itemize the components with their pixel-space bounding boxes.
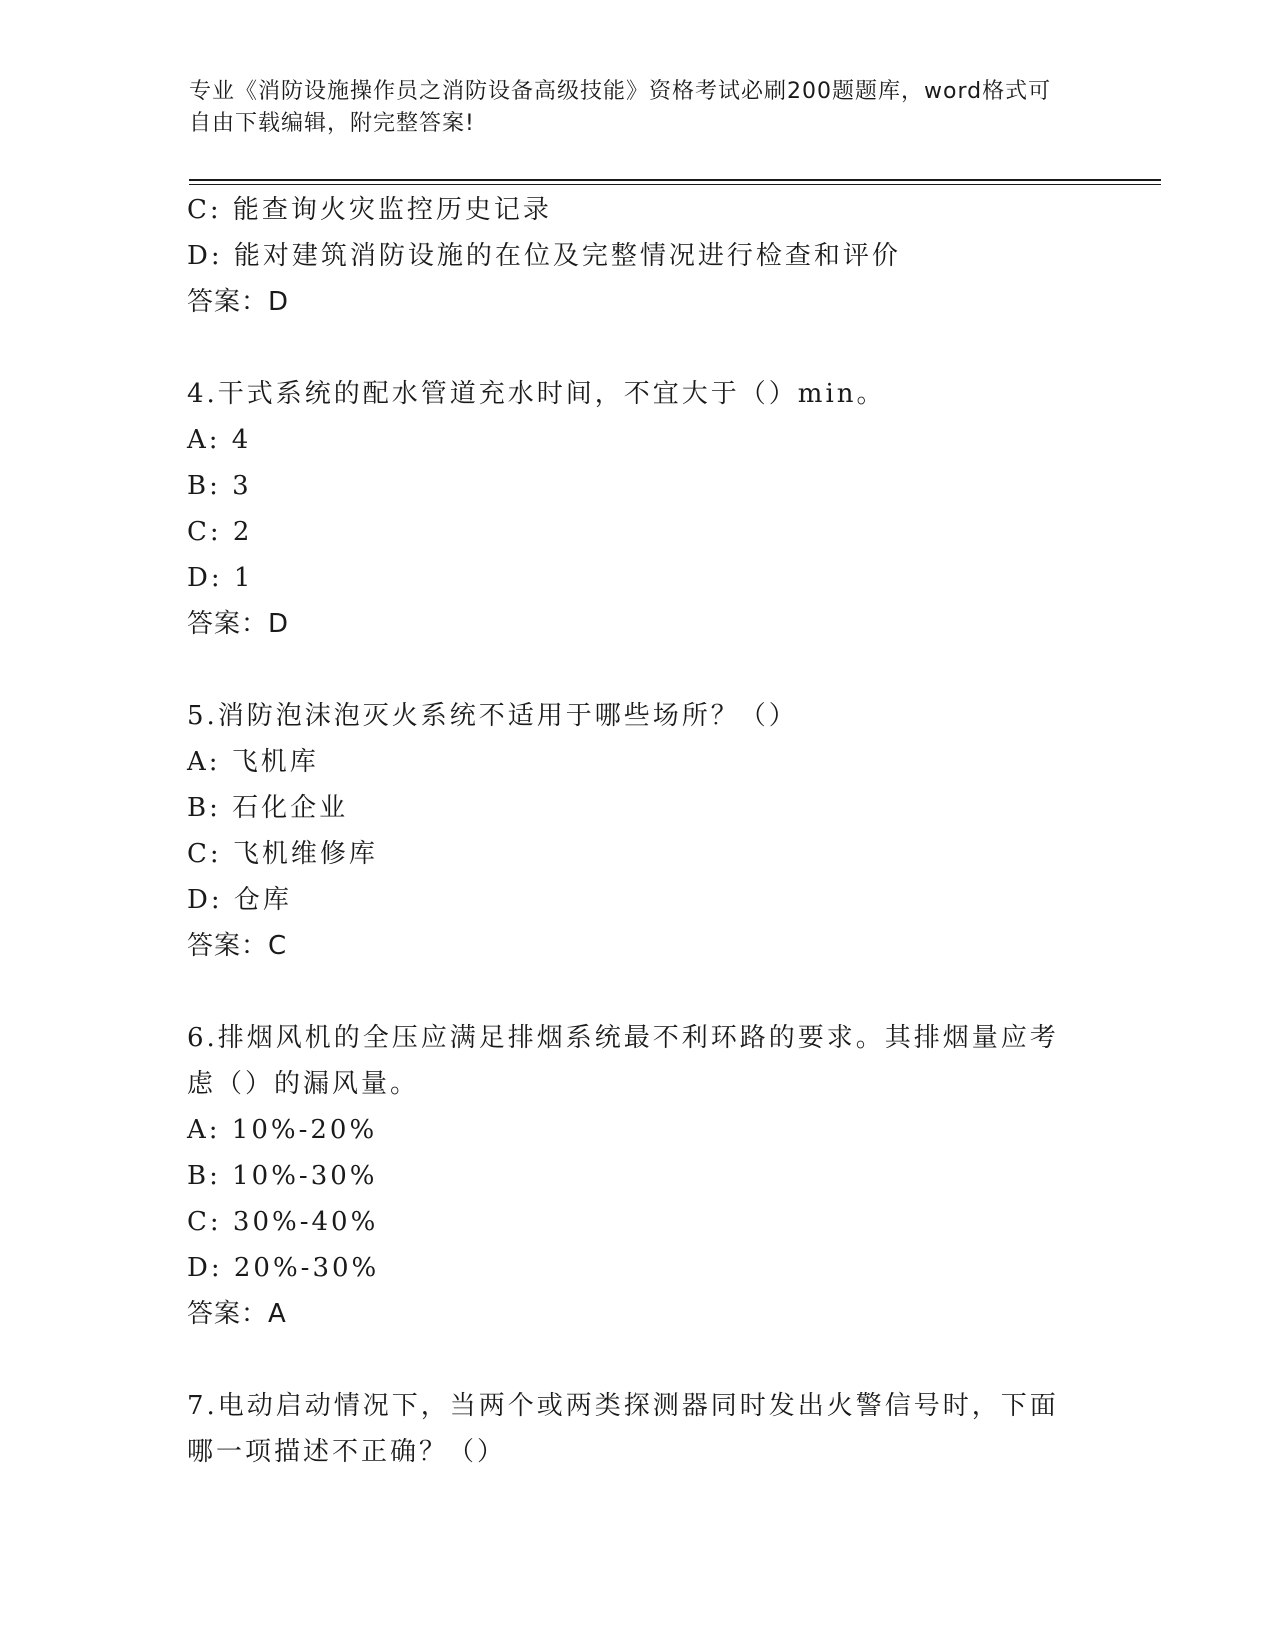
option-c: C: 30%-40%: [187, 1207, 379, 1237]
question-text-line-2: 虑（）的漏风量。: [187, 1069, 420, 1099]
question-spacer: [187, 969, 1087, 1015]
question-text-line-2: 哪一项描述不正确？（）: [187, 1437, 507, 1467]
question-7: [187, 1383, 1087, 1475]
question-list: [187, 187, 1087, 1475]
question-text: 4.干式系统的配水管道充水时间，不宜大于（）min。: [187, 379, 886, 409]
answer: 答案：C: [187, 931, 288, 961]
option-a: A: 4: [187, 425, 252, 455]
question-4: [187, 371, 1087, 647]
answer: 答案：D: [187, 287, 290, 317]
option-c: C: 能查询火灾监控历史记录: [187, 195, 552, 225]
option-d: D: 仓库: [187, 885, 292, 915]
question-text: 5.消防泡沫泡灭火系统不适用于哪些场所？（）: [187, 701, 798, 731]
header-divider-thick: [189, 179, 1161, 181]
question-spacer: [187, 647, 1087, 693]
question-text-line-1: 6.排烟风机的全压应满足排烟系统最不利环路的要求。其排烟量应考: [187, 1023, 1059, 1053]
question-text-line-1: 7.电动启动情况下，当两个或两类探测器同时发出火警信号时，下面: [187, 1391, 1059, 1421]
question-spacer: [187, 325, 1087, 371]
option-b: B: 10%-30%: [187, 1161, 378, 1191]
question-3-tail: [187, 187, 1087, 325]
option-c: C: 飞机维修库: [187, 839, 378, 869]
option-a: A: 10%-20%: [187, 1115, 378, 1145]
answer: 答案：A: [187, 1299, 287, 1329]
document-header: 专业《消防设施操作员之消防设备高级技能》资格考试必刷200题题库，word格式可自由下载编辑，附完整答案!: [189, 79, 1052, 136]
option-a: A: 飞机库: [187, 747, 319, 777]
question-6: [187, 1015, 1087, 1337]
question-spacer: [187, 1337, 1087, 1383]
option-d: D: 1: [187, 563, 254, 593]
option-d: D: 20%-30%: [187, 1253, 380, 1283]
answer: 答案：D: [187, 609, 290, 639]
option-c: C: 2: [187, 517, 253, 547]
option-b: B: 石化企业: [187, 793, 349, 823]
question-5: [187, 693, 1087, 969]
option-b: B: 3: [187, 471, 252, 501]
option-d: D: 能对建筑消防设施的在位及完整情况进行检查和评价: [187, 241, 901, 271]
header-divider-thin: [189, 184, 1161, 185]
